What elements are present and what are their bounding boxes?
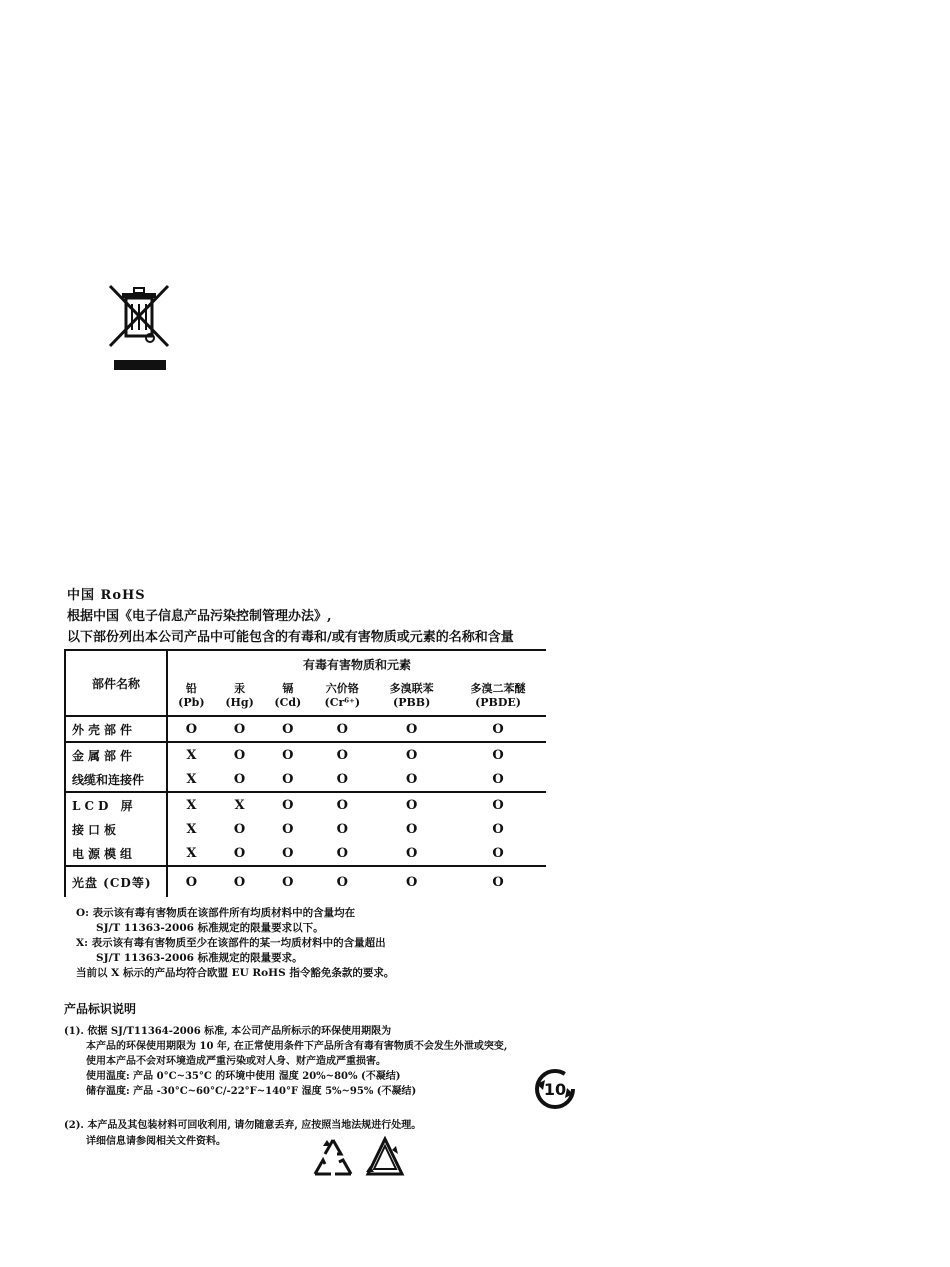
- recycle-icon: [362, 1136, 408, 1180]
- part-name-header: 部件名称: [65, 650, 167, 716]
- note-line: X: 表示该有毒有害物质至少在该部件的某一均质材料中的含量超出: [76, 937, 386, 949]
- explain-line: (2). 本产品及其包装材料可回收利用, 请勿随意丢弃, 应按照当地法规进行处理。: [64, 1120, 422, 1131]
- substance-header-pbde: 多溴二苯醚 (PBDE): [450, 677, 546, 716]
- note-line: SJ/T 11363-2006 标准规定的限量要求以下。: [96, 922, 324, 934]
- substance-header-cr6: 六价铬 (Cr⁶⁺): [311, 677, 373, 716]
- efup-years-label: 10: [543, 1080, 567, 1099]
- explain-block-1: [64, 1024, 534, 1099]
- table-row: 接口板 X O O O O O: [65, 817, 546, 841]
- explain-block-2: [64, 1118, 544, 1150]
- substance-header-pbb: 多溴联苯 (PBB): [373, 677, 450, 716]
- explain-line: 本产品的环保使用期限为 10 年, 在正常使用条件下产品所含有毒有害物质不会发生外泄或突变,: [86, 1041, 508, 1052]
- table-row: 线缆和连接件 X O O O O O: [65, 767, 546, 792]
- explain-line: 使用温度: 产品 0°C~35°C 的环境中使用 湿度 20%~80% (不凝结): [86, 1071, 401, 1082]
- substance-group-header: 有毒有害物质和元素: [167, 650, 546, 677]
- note-line: SJ/T 11363-2006 标准规定的限量要求。: [96, 952, 303, 964]
- table-row: LCD 屏 X X O O O O: [65, 792, 546, 817]
- substance-header-cd: 镉 (Cd): [264, 677, 311, 716]
- intro-line-1: 根据中国《电子信息产品污染控制管理办法》,: [67, 609, 332, 624]
- table-row: 光盘 (CD等) O O O O O O: [65, 866, 546, 897]
- weee-crossed-bin-icon: [108, 284, 170, 374]
- table-row: 外壳部件 O O O O O O: [65, 716, 546, 742]
- note-line: 当前以 X 标示的产品均符合欧盟 EU RoHS 指令豁免条款的要求。: [76, 967, 395, 979]
- efup-10-year-icon: [532, 1066, 578, 1112]
- recycle-icon: [309, 1136, 357, 1180]
- explain-line: 使用本产品不会对环境造成严重污染或对人身、财产造成严重损害。: [86, 1056, 386, 1067]
- rohs-substance-table: [64, 649, 546, 897]
- section-title: 中国 RoHS: [67, 588, 146, 603]
- substance-header-pb: 铅 (Pb): [167, 677, 215, 716]
- table-row: 金属部件 X O O O O O: [65, 742, 546, 767]
- explain-line: 详细信息请参阅相关文件资料。: [86, 1136, 226, 1147]
- explain-line: (1). 依据 SJ/T11364-2006 标准, 本公司产品所标示的环保使用期限为: [64, 1026, 392, 1037]
- table-row: 电源模组 X O O O O O: [65, 841, 546, 866]
- explain-line: 储存温度: 产品 -30°C~60°C/-22°F~140°F 湿度 5%~95% (不凝结): [86, 1086, 417, 1097]
- substance-header-hg: 汞 (Hg): [215, 677, 265, 716]
- intro-line-2: 以下部份列出本公司产品中可能包含的有毒和/或有害物质或元素的名称和含量: [67, 630, 514, 645]
- explain-title: 产品标识说明: [64, 1002, 137, 1016]
- note-line: O: 表示该有毒有害物质在该部件所有均质材料中的含量均在: [76, 907, 356, 919]
- table-notes: [76, 906, 546, 981]
